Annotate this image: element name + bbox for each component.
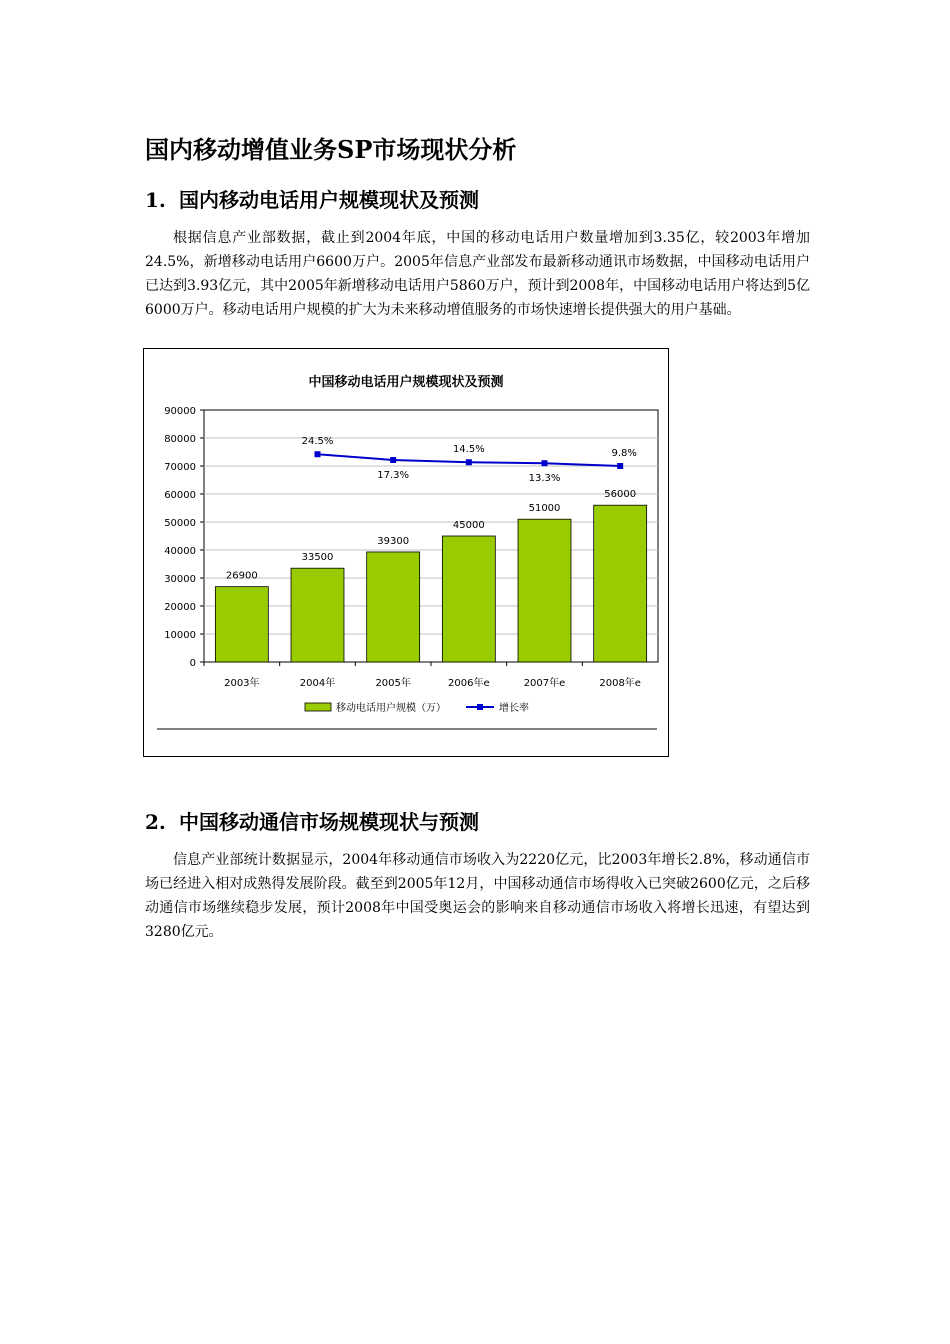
x-tick-label: 2005年 [375,678,411,689]
growth-rate-point [390,457,396,463]
growth-rate-point [466,459,472,465]
y-tick-label: 50000 [164,518,196,529]
section-2-title: 中国移动通信市场规模现状与预测 [179,810,479,834]
section-1-heading [145,186,479,214]
bar-value-label: 39300 [377,535,410,547]
x-tick-label: 2007年e [523,678,566,689]
y-tick-label: 20000 [164,602,196,613]
y-tick-label: 70000 [164,462,196,473]
section-2-number: 2. [145,810,166,834]
x-tick-label: 2006年e [448,678,490,689]
bar [594,505,647,662]
chart-canvas [144,349,668,756]
growth-rate-label: 24.5% [301,436,334,448]
legend-bar-swatch [305,703,331,711]
x-tick-label: 2008年e [599,678,641,689]
section-1-paragraph: 根据信息产业部数据，截止到2004年底，中国的移动电话用户数量增加到3.35亿，较2003年增加24.5%，新增移动电话用户6600万户。2005年信息产业部发布最新移动通讯市场数据，中国移动电话用户已达到3.93亿元，其中2005年新增移动电话用户5860万户，预计到2008年，中国移动电话用户将达到5亿6000万户。移动电话用户规模的扩大为未来移动增值服务的市场快速增长提供强大的用户基础。 [145,230,810,318]
growth-rate-point [315,451,321,457]
bar [367,552,420,662]
bar [291,568,344,662]
legend-bar-label: 移动电话用户规模（万） [336,703,446,714]
plot-area [204,410,658,662]
y-tick-label: 10000 [164,630,196,641]
growth-rate-label: 14.5% [452,444,485,456]
growth-rate-point [617,463,623,469]
growth-rate-label: 17.3% [377,470,410,481]
chart-title: 中国移动电话用户规模现状及预测 [308,375,504,390]
growth-rate-point [542,460,548,466]
x-tick-label: 2003年 [224,678,260,689]
bar-value-label: 33500 [301,552,334,564]
section-1-title: 国内移动电话用户规模现状及预测 [179,188,479,212]
y-tick-label: 80000 [164,434,196,445]
section-2-heading [145,808,479,836]
bar [518,519,571,662]
y-tick-label: 30000 [164,574,196,585]
bar-value-label: 26900 [225,570,258,582]
legend-line-label: 增长率 [499,703,529,714]
document-title: 国内移动增值业务SP市场现状分析 [145,135,517,164]
y-tick-label: 90000 [164,406,196,417]
y-tick-label: 0 [189,658,196,669]
growth-rate-label: 9.8% [611,448,637,459]
bar-value-label: 45000 [452,520,485,531]
y-tick-label: 40000 [164,546,196,557]
section-2-paragraph: 信息产业部统计数据显示，2004年移动通信市场收入为2220亿元，比2003年增长2.8%，移动通信市场已经进入相对成熟得发展阶段。截至到2005年12月，中国移动通信市场得收入已突破2600亿元，之后移动通信市场继续稳步发展，预计2008年中国受奥运会的影响来自移动通信市场收入将增长迅速，有望达到3280亿元。 [145,852,810,940]
section-1-number: 1. [145,188,166,212]
bar-value-label: 51000 [528,503,561,515]
bar [442,536,495,662]
growth-rate-label: 13.3% [528,473,561,485]
bar-value-label: 56000 [604,489,637,501]
user-scale-chart [143,348,669,757]
legend-line-marker [477,704,483,710]
x-tick-label: 2004年 [299,678,336,689]
y-tick-label: 60000 [164,490,196,501]
bar [215,587,268,662]
